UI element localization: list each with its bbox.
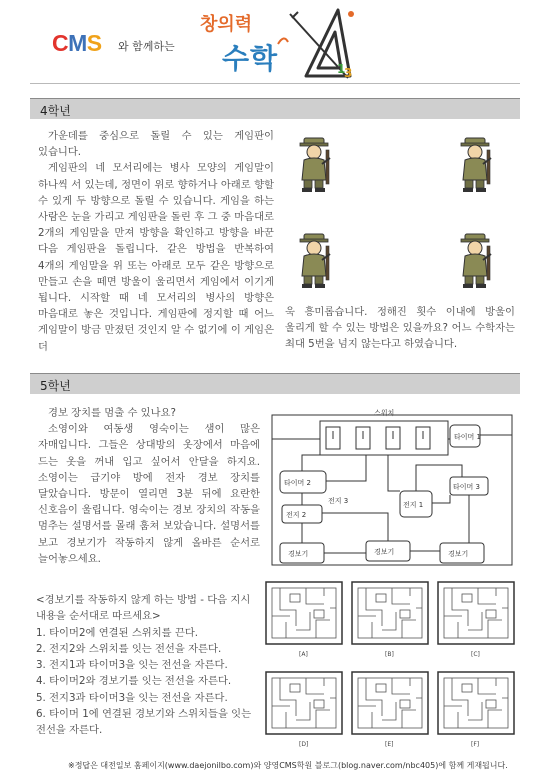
logo-main-text: 수학 (222, 42, 279, 75)
panel-e (352, 672, 428, 734)
panel-label-a: [A] (299, 651, 308, 658)
circuit-label-timer2: 타이머 2 (284, 479, 311, 487)
instruction-list (36, 592, 260, 739)
circuit-label-switch: 스위치 (374, 409, 395, 417)
grade4-text (38, 128, 274, 355)
instruction-item: 1. 타이머2에 연결된 스위치를 끈다. (36, 626, 199, 639)
header-with-text: 와 함께하는 (118, 40, 175, 53)
panel-label-e: [E] (385, 741, 394, 748)
panel-b (352, 582, 428, 644)
footnote: ※정답은 대전일보 홈페이지(www.daejonilbo.com)와 양영CMS학원 블로그(blog.naver.com/nbc405)에 함께 게재됩니다. (68, 761, 508, 770)
grade4-header (30, 98, 520, 119)
circuit-label-timer1: 타이머 1 (454, 433, 481, 441)
grade4-paragraph-1: 가운데를 중심으로 돌릴 수 있는 게임판이 있습니다. (38, 130, 274, 159)
logo-digit-1: 1 (337, 62, 346, 76)
logo-digit-3: 3 (344, 66, 353, 80)
soldier-top-right (461, 138, 491, 192)
panel-c (438, 582, 514, 644)
grade4-continuation: 욱 흥미롭습니다. 정해진 횟수 이내에 방울이 울리게 할 수 있는 방법은 있을까요? 어느 수학자는 최대 5번을 넘지 않는다고 하였습니다. (285, 306, 515, 351)
circuit-label-alarm-1: 경보기 (288, 550, 309, 558)
brand-letter-s: S (86, 30, 102, 56)
panel-label-d: [D] (299, 741, 309, 748)
instruction-item: 3. 전지1과 타이머3을 잇는 전선을 자른다. (36, 659, 228, 672)
instruction-item: 2. 전지2와 스위치를 잇는 전선을 자른다. (36, 642, 222, 655)
grade5-question: 경보 장치를 멈출 수 있나요? (48, 407, 176, 419)
soldier-illustrations (286, 130, 521, 295)
circuit-label-battery1: 전지 1 (403, 501, 424, 509)
grade5-title: 5학년 (40, 379, 71, 393)
circuit-label-alarm-3: 경보기 (448, 550, 469, 558)
brand-logo (52, 30, 102, 57)
brand-letter-c: C (52, 30, 69, 56)
panel-a (266, 582, 342, 644)
soldier-top-left (300, 138, 330, 192)
instructions-title: <경보기를 작동하지 않게 하는 방법 - 다음 지시 내용을 순서대로 따르세요> (36, 594, 251, 623)
circuit-diagram (262, 405, 520, 575)
panel-label-f: [F] (471, 741, 480, 748)
instruction-item: 6. 타이머 1에 연결된 경보기와 스위치들을 잇는 전선을 자른다. (36, 708, 252, 737)
instruction-item: 4. 타이머2와 경보기를 잇는 전선을 자른다. (36, 675, 232, 688)
grade5-header (30, 373, 520, 394)
panel-label-c: [C] (471, 651, 480, 658)
header-rule (30, 83, 520, 84)
logo-top-text: 창의력 (200, 14, 253, 35)
instruction-item: 5. 전지3과 타이머3을 잇는 전선을 자른다. (36, 691, 228, 704)
brand-letter-m: M (68, 30, 87, 56)
panel-label-b: [B] (385, 651, 394, 658)
grade4-paragraph-2: 게임판의 네 모서리에는 병사 모양의 게임말이 하나씩 서 있는데, 정면이 위로 향하거나 아래로 향할 수 있게 두 방향으로 돌릴 수 있습니다. 게임을 하는 사람은 눈을 가리고 게임판을 돌린 후 그 중 마음대로 2개의 게임말을 만져 방향을 확인하고 방향을 바꾼 다음 게임판을 돌립니다. 같은 방법을 반복하여 4개의 게임말을 위 또는 아래로 모두 같은 방향으로 만들고 손을 떼면 방울이 울리면서 게임에서 이기게 됩니다. 시작할 때 네 모서리의 병사의 방향은 마음대로 놓은 것입니다. 게임판에 정지할 때 어느 게임말이 방금 만졌던 것인지 알 수 없기에 이 게임은 더 (38, 162, 274, 353)
circuit-label-alarm-2: 경보기 (374, 548, 395, 556)
circuit-label-battery3: 전지 3 (328, 497, 349, 505)
panel-f (438, 672, 514, 734)
soldier-bottom-right (461, 234, 491, 288)
circuit-label-timer3: 타이머 3 (453, 483, 480, 491)
panel-d (266, 672, 342, 734)
grade5-body: 소영이와 여동생 영숙이는 샘이 많은 자매입니다. 그들은 상대방의 옷장에서 마음에 드는 옷을 꺼내 입고 싶어서 안달을 하지요. 소영이는 급기야 방에 전자 경보 장치를 달았습니다. 방문이 열리면 3분 뒤에 요란한 신호음이 울립니다. 영숙이는 경보 장치의 작동을 멈추는 설명서를 몰래 훔쳐 보았습니다. 설명서를 보고 경보기가 작동하지 않게 올바른 순서로 늘어놓으세요. (38, 423, 260, 565)
grade5-text (38, 405, 260, 567)
circuit-label-battery2: 전지 2 (286, 511, 307, 519)
grade4-title: 4학년 (40, 104, 71, 118)
soldier-bottom-left (300, 234, 330, 288)
option-panels (262, 580, 520, 752)
